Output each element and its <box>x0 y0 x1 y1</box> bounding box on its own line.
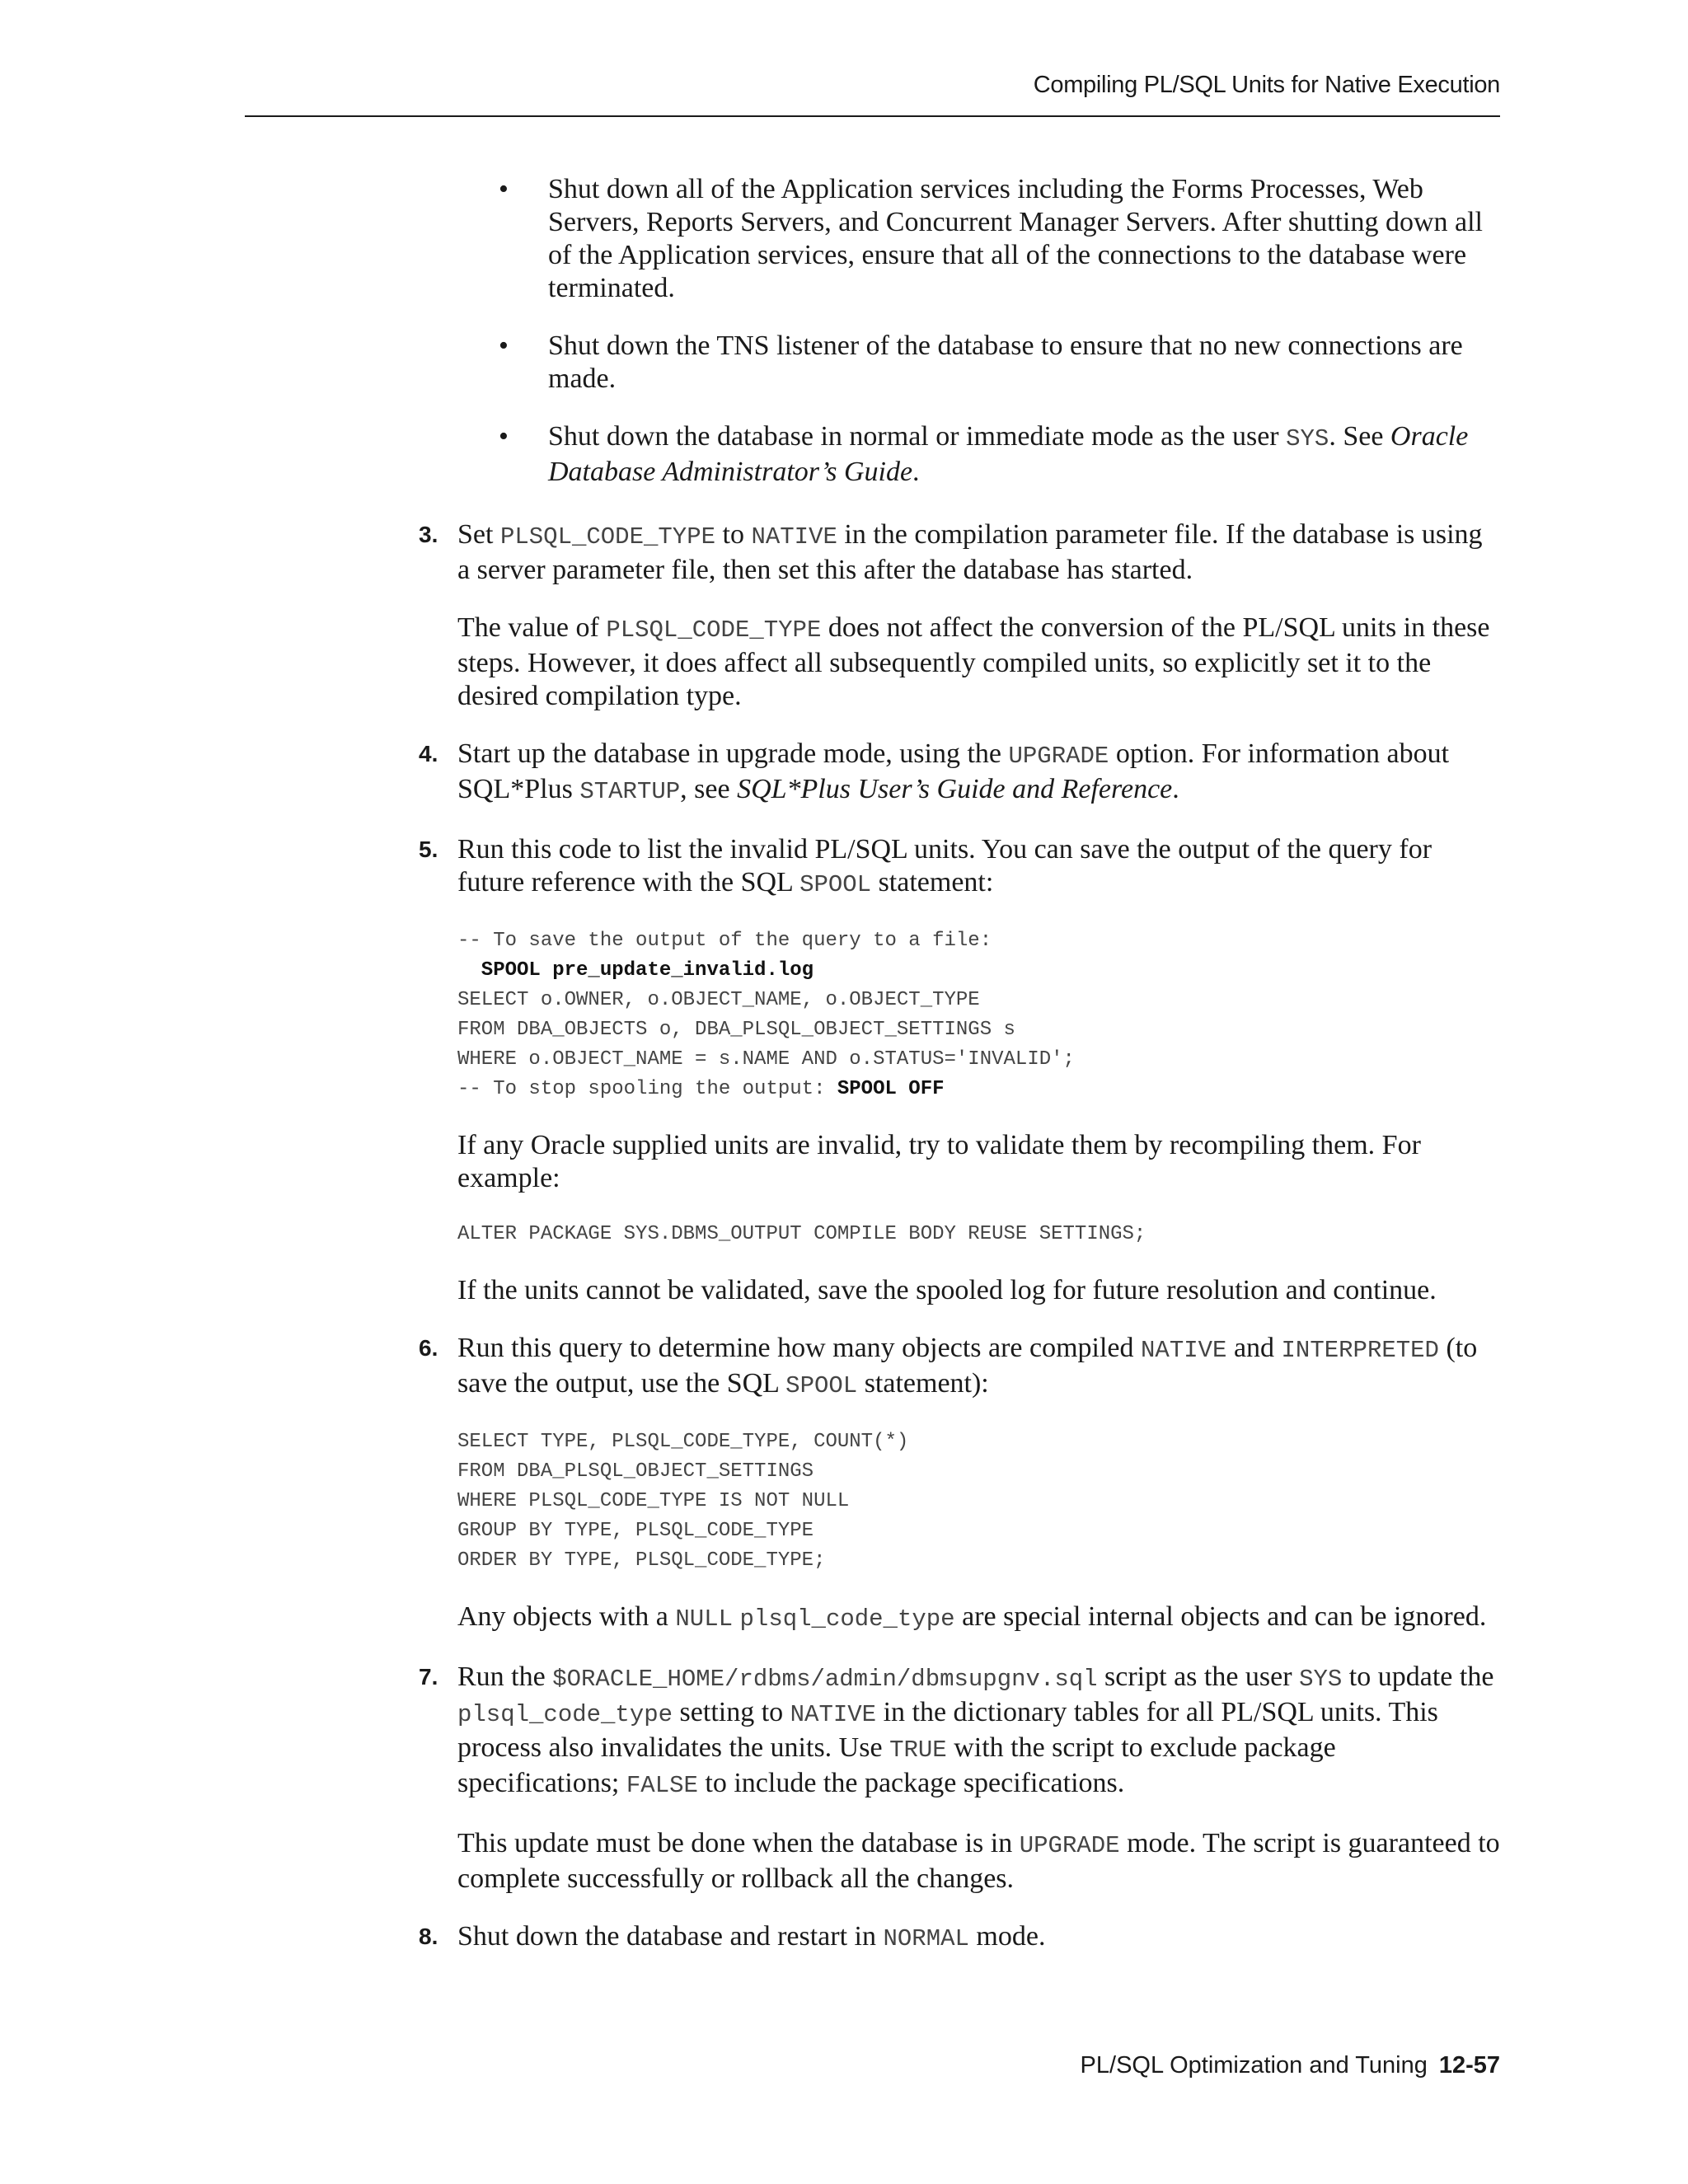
inline-code: SPOOL <box>785 1372 858 1399</box>
bullet-text: Shut down the TNS listener of the database to ensure that no new connections are made. <box>548 330 1463 394</box>
bullet-glyph: • <box>499 421 509 452</box>
step-paragraph: Run this code to list the invalid PL/SQL units. You can save the output of the query for future reference with the SQL SPOOL statement: <box>457 834 1432 898</box>
page-footer <box>245 2052 1500 2079</box>
code-line: FROM DBA_PLSQL_OBJECT_SETTINGS <box>457 1460 814 1483</box>
footer-section-title: PL/SQL Optimization and Tuning <box>1080 2052 1428 2079</box>
inline-code: NATIVE <box>751 523 837 551</box>
code-block <box>457 1220 1500 1249</box>
step-paragraph: This update must be done when the database is in UPGRADE mode. The script is guaranteed to complete successfully or rollback all the changes. <box>457 1828 1500 1894</box>
code-line: SELECT o.OWNER, o.OBJECT_NAME, o.OBJECT_TYPE <box>457 989 980 1011</box>
inline-code: FALSE <box>626 1772 698 1799</box>
code-line: SPOOL pre_update_invalid.log <box>457 959 814 982</box>
code-line: -- To stop spooling the output: <box>457 1078 837 1100</box>
step-paragraph: Start up the database in upgrade mode, using the UPGRADE option. For information about SQL*Plus STARTUP, see SQL*Plus User’s Guide and Reference. <box>457 738 1450 805</box>
inline-code: UPGRADE <box>1008 743 1109 770</box>
step-4 <box>419 738 1500 808</box>
code-line: ALTER PACKAGE SYS.DBMS_OUTPUT COMPILE BODY REUSE SETTINGS; <box>457 1223 1146 1245</box>
step-paragraph: Run this query to determine how many objects are compiled NATIVE and INTERPRETED (to save the output, use the SQL SPOOL statement): <box>457 1333 1478 1399</box>
inline-code: UPGRADE <box>1019 1832 1120 1859</box>
bullet-glyph: • <box>499 174 509 204</box>
step-number: 5. <box>419 837 438 862</box>
bullet-text: Shut down all of the Application services including the Forms Processes, Web Servers, Reports Servers, and Concurrent Manager Servers. After shutting down all of the Application services, ensure that all of the connections to the database were terminated. <box>548 174 1484 303</box>
inline-code: $ORACLE_HOME/rdbms/admin/dbmsupgnv.sql <box>552 1666 1098 1693</box>
step-6 <box>419 1332 1500 1636</box>
inline-code: plsql_code_type <box>739 1605 955 1633</box>
page-body <box>419 173 1500 1980</box>
inline-code: NATIVE <box>1141 1337 1227 1364</box>
code-line: WHERE PLSQL_CODE_TYPE IS NOT NULL <box>457 1490 850 1512</box>
code-line: SELECT TYPE, PLSQL_CODE_TYPE, COUNT(*) <box>457 1431 909 1453</box>
step-number: 8. <box>419 1924 438 1949</box>
step-paragraph: If any Oracle supplied units are invalid, try to validate them by recompiling them. For example: <box>457 1130 1421 1193</box>
code-block <box>457 1427 1500 1576</box>
inline-code: INTERPRETED <box>1281 1337 1439 1364</box>
page-number: 12-57 <box>1438 2052 1500 2079</box>
inline-code: TRUE <box>889 1736 947 1764</box>
inline-code: NULL <box>675 1605 734 1633</box>
inline-code: PLSQL_CODE_TYPE <box>499 523 715 551</box>
inline-code: SPOOL <box>799 871 872 898</box>
step-5 <box>419 833 1500 1307</box>
code-line: FROM DBA_OBJECTS o, DBA_PLSQL_OBJECT_SETTINGS s <box>457 1019 1015 1041</box>
step-8 <box>419 1920 1500 1956</box>
inline-code: PLSQL_CODE_TYPE <box>606 616 822 644</box>
step-7 <box>419 1661 1500 1896</box>
header-rule <box>245 115 1500 117</box>
inline-code: SYS <box>1299 1666 1343 1693</box>
inline-code: NORMAL <box>883 1925 969 1952</box>
step-number: 3. <box>419 522 438 547</box>
bullet-item <box>457 330 1500 396</box>
inline-code: plsql_code_type <box>457 1701 673 1728</box>
book-reference: SQL*Plus User’s Guide and Reference <box>737 774 1173 804</box>
inline-code: STARTUP <box>579 778 681 805</box>
step-paragraph: The value of PLSQL_CODE_TYPE does not affect the conversion of the PL/SQL units in these steps. However, it does affect all subsequently compiled units, so explicitly set it to the desired compilation type. <box>457 612 1490 711</box>
step-number: 4. <box>419 741 438 766</box>
step-paragraph: Any objects with a NULL plsql_code_type are special internal objects and can be ignored. <box>457 1601 1487 1633</box>
step-3 <box>419 518 1500 713</box>
bullet-item <box>457 173 1500 305</box>
step-number: 6. <box>419 1335 438 1361</box>
inline-code: NATIVE <box>790 1701 877 1728</box>
bullet-glyph: • <box>499 330 509 361</box>
step-paragraph: If the units cannot be validated, save the spooled log for future resolution and continue. <box>457 1275 1437 1305</box>
bullet-text: Shut down the database in normal or immediate mode as the user SYS. See Oracle Database Administrator’s Guide. <box>548 421 1469 487</box>
book-reference: Oracle Database Administrator’s Guide <box>548 421 1469 487</box>
code-line: SPOOL OFF <box>837 1078 945 1100</box>
step-paragraph: Shut down the database and restart in NORMAL mode. <box>457 1921 1046 1952</box>
step-number: 7. <box>419 1664 438 1690</box>
code-line: WHERE o.OBJECT_NAME = s.NAME AND o.STATUS='INVALID'; <box>457 1048 1075 1071</box>
code-block <box>457 926 1500 1104</box>
code-line: GROUP BY TYPE, PLSQL_CODE_TYPE <box>457 1520 814 1542</box>
step-paragraph: Set PLSQL_CODE_TYPE to NATIVE in the compilation parameter file. If the database is using a server parameter file, then set this after the database has started. <box>457 519 1483 585</box>
bullet-item <box>457 420 1500 489</box>
inline-code: SYS <box>1286 425 1329 452</box>
code-line: -- To save the output of the query to a file: <box>457 930 992 952</box>
code-line: ORDER BY TYPE, PLSQL_CODE_TYPE; <box>457 1549 826 1572</box>
running-header: Compiling PL/SQL Units for Native Execution <box>1033 72 1500 98</box>
step-paragraph: Run the $ORACLE_HOME/rdbms/admin/dbmsupgnv.sql script as the user SYS to update the plsql_code_type setting to NATIVE in the dictionary tables for all PL/SQL units. This process also invalidates the units. Use TRUE with the script to exclude package specifications; FALSE to include the package specifications. <box>457 1661 1494 1799</box>
